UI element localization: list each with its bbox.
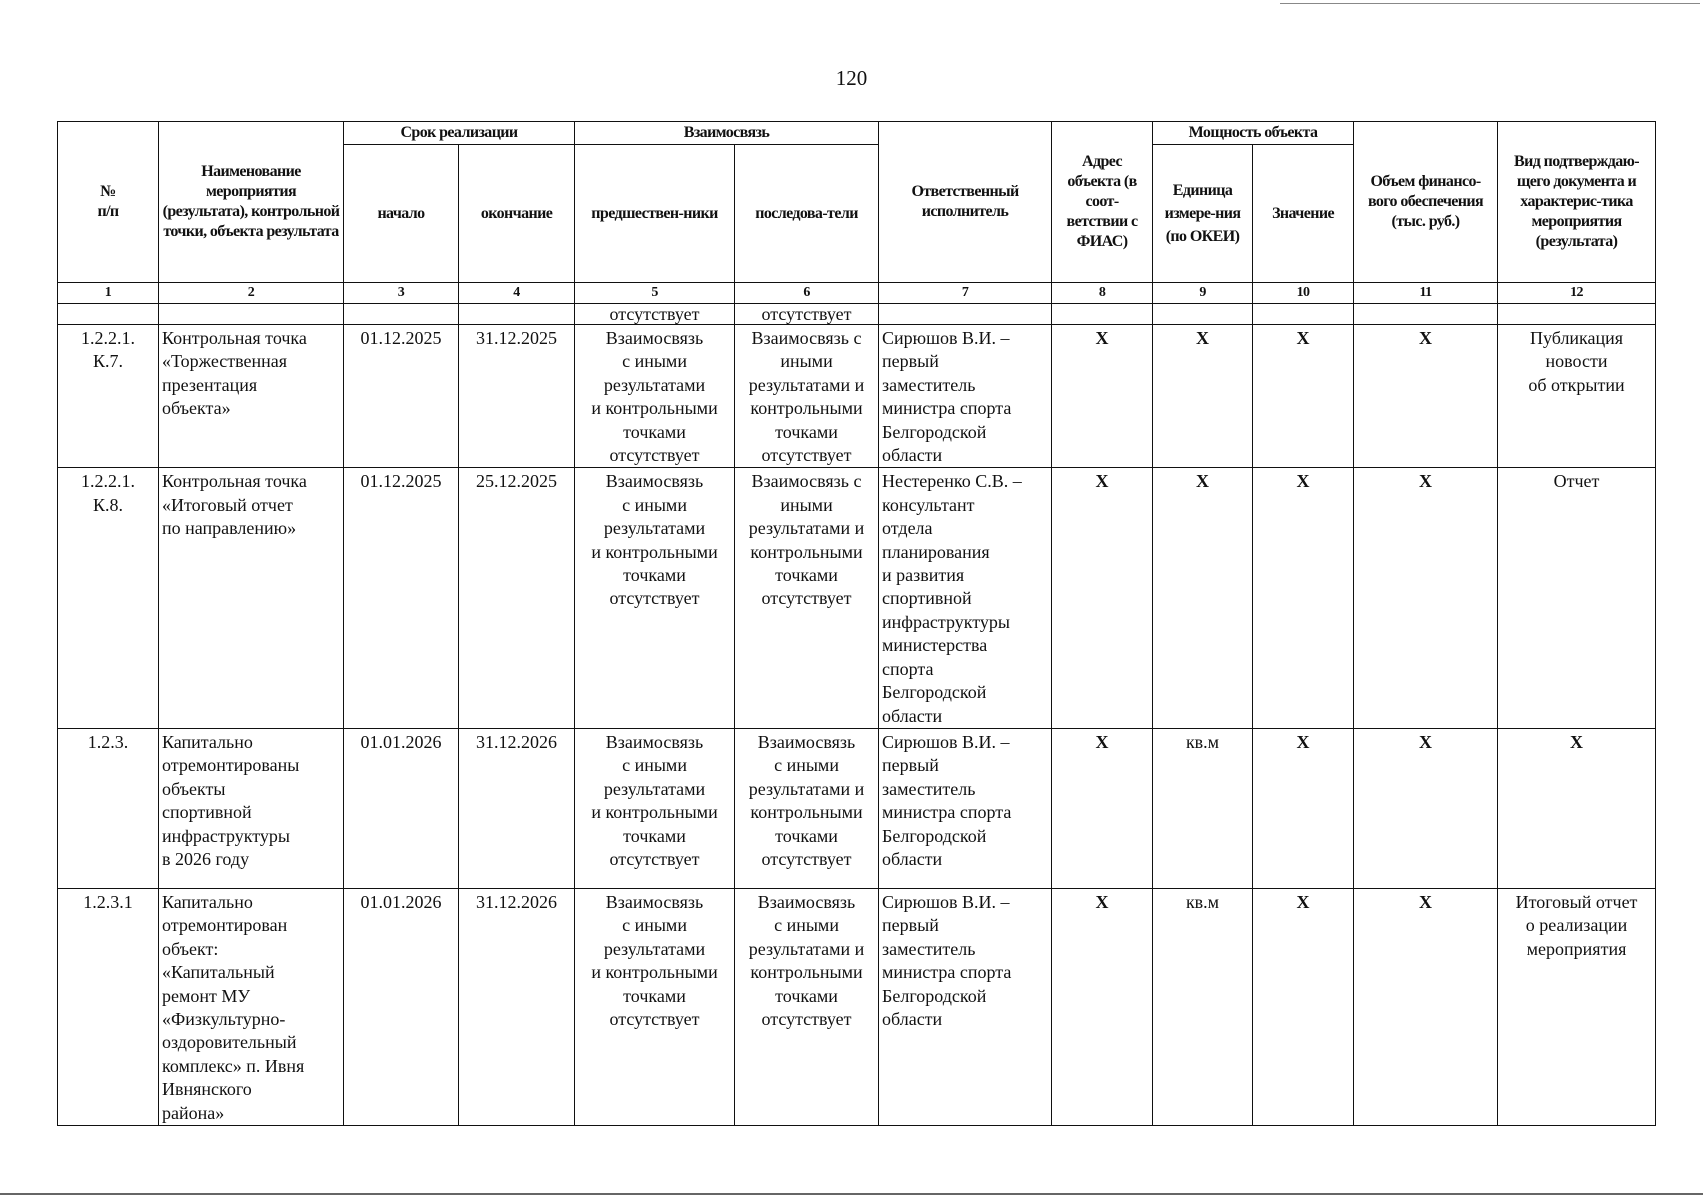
table-cell xyxy=(1354,304,1498,325)
header-period-group: Срок реализации xyxy=(344,122,575,145)
column-number: 2 xyxy=(159,283,344,304)
header-predecessors: предшествен-ники xyxy=(575,145,735,283)
cell-successors: Взаимосвязь с иными результатами и контрольными точками отсутствует xyxy=(735,888,879,1125)
header-num: № п/п xyxy=(58,122,159,283)
cell-successors: Взаимосвязь с иными результатами и контрольными точками отсутствует xyxy=(735,325,879,468)
column-number: 1 xyxy=(58,283,159,304)
column-number: 6 xyxy=(735,283,879,304)
table-header xyxy=(58,122,1656,304)
cell-end: 31.12.2025 xyxy=(459,325,575,468)
header-funding: Объем финансо-вого обеспечения (тыс. руб.) xyxy=(1354,122,1498,283)
cell-successors: отсутствует xyxy=(735,304,879,325)
column-number: 5 xyxy=(575,283,735,304)
table-body xyxy=(58,304,1656,1126)
cell-start: 01.12.2025 xyxy=(344,325,459,468)
header-responsible: Ответственный исполнитель xyxy=(879,122,1052,283)
cell-unit: кв.м xyxy=(1153,888,1253,1125)
cell-document: Отчет xyxy=(1498,468,1656,728)
table-row xyxy=(58,468,1656,728)
cell-responsible: Сирюшов В.И. – первый заместитель министра спорта Белгородской области xyxy=(879,728,1052,888)
header-unit: Единица измере-ния (по ОКЕИ) xyxy=(1153,145,1253,283)
cell-name: Контрольная точка «Итоговый отчет по направлению» xyxy=(159,468,344,728)
cell-funding: X xyxy=(1354,888,1498,1125)
cell-start: 01.01.2026 xyxy=(344,728,459,888)
cell-end: 31.12.2026 xyxy=(459,728,575,888)
table-row xyxy=(58,728,1656,888)
cell-value: X xyxy=(1253,728,1354,888)
header-address: Адрес объекта (в соот-ветствии с ФИАС) xyxy=(1052,122,1153,283)
column-number: 11 xyxy=(1354,283,1498,304)
cell-predecessors: отсутствует xyxy=(575,304,735,325)
scan-edge-top xyxy=(1280,3,1700,4)
cell-successors: Взаимосвязь с иными результатами и контрольными точками отсутствует xyxy=(735,468,879,728)
continuation-row xyxy=(58,304,1656,325)
cell-value: X xyxy=(1253,888,1354,1125)
table-cell xyxy=(879,304,1052,325)
cell-document: Публикация новости об открытии xyxy=(1498,325,1656,468)
table-cell xyxy=(58,304,159,325)
cell-funding: X xyxy=(1354,325,1498,468)
cell-address: X xyxy=(1052,888,1153,1125)
cell-start: 01.01.2026 xyxy=(344,888,459,1125)
cell-name: Контрольная точка «Торжественная презентация объекта» xyxy=(159,325,344,468)
cell-document: Итоговый отчет о реализации мероприятия xyxy=(1498,888,1656,1125)
cell-responsible: Сирюшов В.И. – первый заместитель министра спорта Белгородской области xyxy=(879,325,1052,468)
cell-predecessors: Взаимосвязь с иными результатами и контрольными точками отсутствует xyxy=(575,468,735,728)
table-cell xyxy=(1253,304,1354,325)
cell-responsible: Сирюшов В.И. – первый заместитель министра спорта Белгородской области xyxy=(879,888,1052,1125)
cell-unit: кв.м xyxy=(1153,728,1253,888)
column-number: 4 xyxy=(459,283,575,304)
cell-end: 25.12.2025 xyxy=(459,468,575,728)
cell-predecessors: Взаимосвязь с иными результатами и контрольными точками отсутствует xyxy=(575,325,735,468)
cell-num: 1.2.3.1 xyxy=(58,888,159,1125)
cell-document: X xyxy=(1498,728,1656,888)
column-number: 3 xyxy=(344,283,459,304)
column-number: 12 xyxy=(1498,283,1656,304)
cell-name: Капитально отремонтирован объект: «Капитальный ремонт МУ «Физкультурно- оздоровительный комплекс» п. Ивня Ивнянского района» xyxy=(159,888,344,1125)
cell-end: 31.12.2026 xyxy=(459,888,575,1125)
table-cell xyxy=(344,304,459,325)
cell-name: Капитально отремонтированы объекты спортивной инфраструктуры в 2026 году xyxy=(159,728,344,888)
cell-value: X xyxy=(1253,468,1354,728)
cell-unit: X xyxy=(1153,468,1253,728)
header-relation-group: Взаимосвязь xyxy=(575,122,879,145)
header-document: Вид подтверждаю-щего документа и характерис-тика мероприятия (результата) xyxy=(1498,122,1656,283)
cell-num: 1.2.2.1. К.7. xyxy=(58,325,159,468)
cell-funding: X xyxy=(1354,728,1498,888)
table-row xyxy=(58,888,1656,1125)
header-start: начало xyxy=(344,145,459,283)
column-number: 7 xyxy=(879,283,1052,304)
cell-predecessors: Взаимосвязь с иными результатами и контрольными точками отсутствует xyxy=(575,728,735,888)
header-capacity-group: Мощность объекта xyxy=(1153,122,1354,145)
column-number: 10 xyxy=(1253,283,1354,304)
plan-table xyxy=(57,121,1656,1126)
cell-predecessors: Взаимосвязь с иными результатами и контрольными точками отсутствует xyxy=(575,888,735,1125)
cell-start: 01.12.2025 xyxy=(344,468,459,728)
header-end: окончание xyxy=(459,145,575,283)
cell-address: X xyxy=(1052,325,1153,468)
cell-funding: X xyxy=(1354,468,1498,728)
table-cell xyxy=(1153,304,1253,325)
header-value: Значение xyxy=(1253,145,1354,283)
header-successors: последова-тели xyxy=(735,145,879,283)
cell-unit: X xyxy=(1153,325,1253,468)
cell-value: X xyxy=(1253,325,1354,468)
header-name: Наименование мероприятия (результата), контрольной точки, объекта результата xyxy=(159,122,344,283)
table-cell xyxy=(459,304,575,325)
cell-address: X xyxy=(1052,468,1153,728)
table-cell xyxy=(1052,304,1153,325)
cell-num: 1.2.3. xyxy=(58,728,159,888)
table-cell xyxy=(1498,304,1656,325)
table-row xyxy=(58,325,1656,468)
column-number: 8 xyxy=(1052,283,1153,304)
cell-address: X xyxy=(1052,728,1153,888)
scan-edge-bottom xyxy=(0,1193,1703,1195)
table-cell xyxy=(159,304,344,325)
cell-successors: Взаимосвязь с иными результатами и контрольными точками отсутствует xyxy=(735,728,879,888)
page-number: 120 xyxy=(835,66,868,90)
cell-responsible: Нестеренко С.В. – консультант отдела планирования и развития спортивной инфраструктуры министерства спорта Белгородской области xyxy=(879,468,1052,728)
cell-num: 1.2.2.1. К.8. xyxy=(58,468,159,728)
column-number: 9 xyxy=(1153,283,1253,304)
